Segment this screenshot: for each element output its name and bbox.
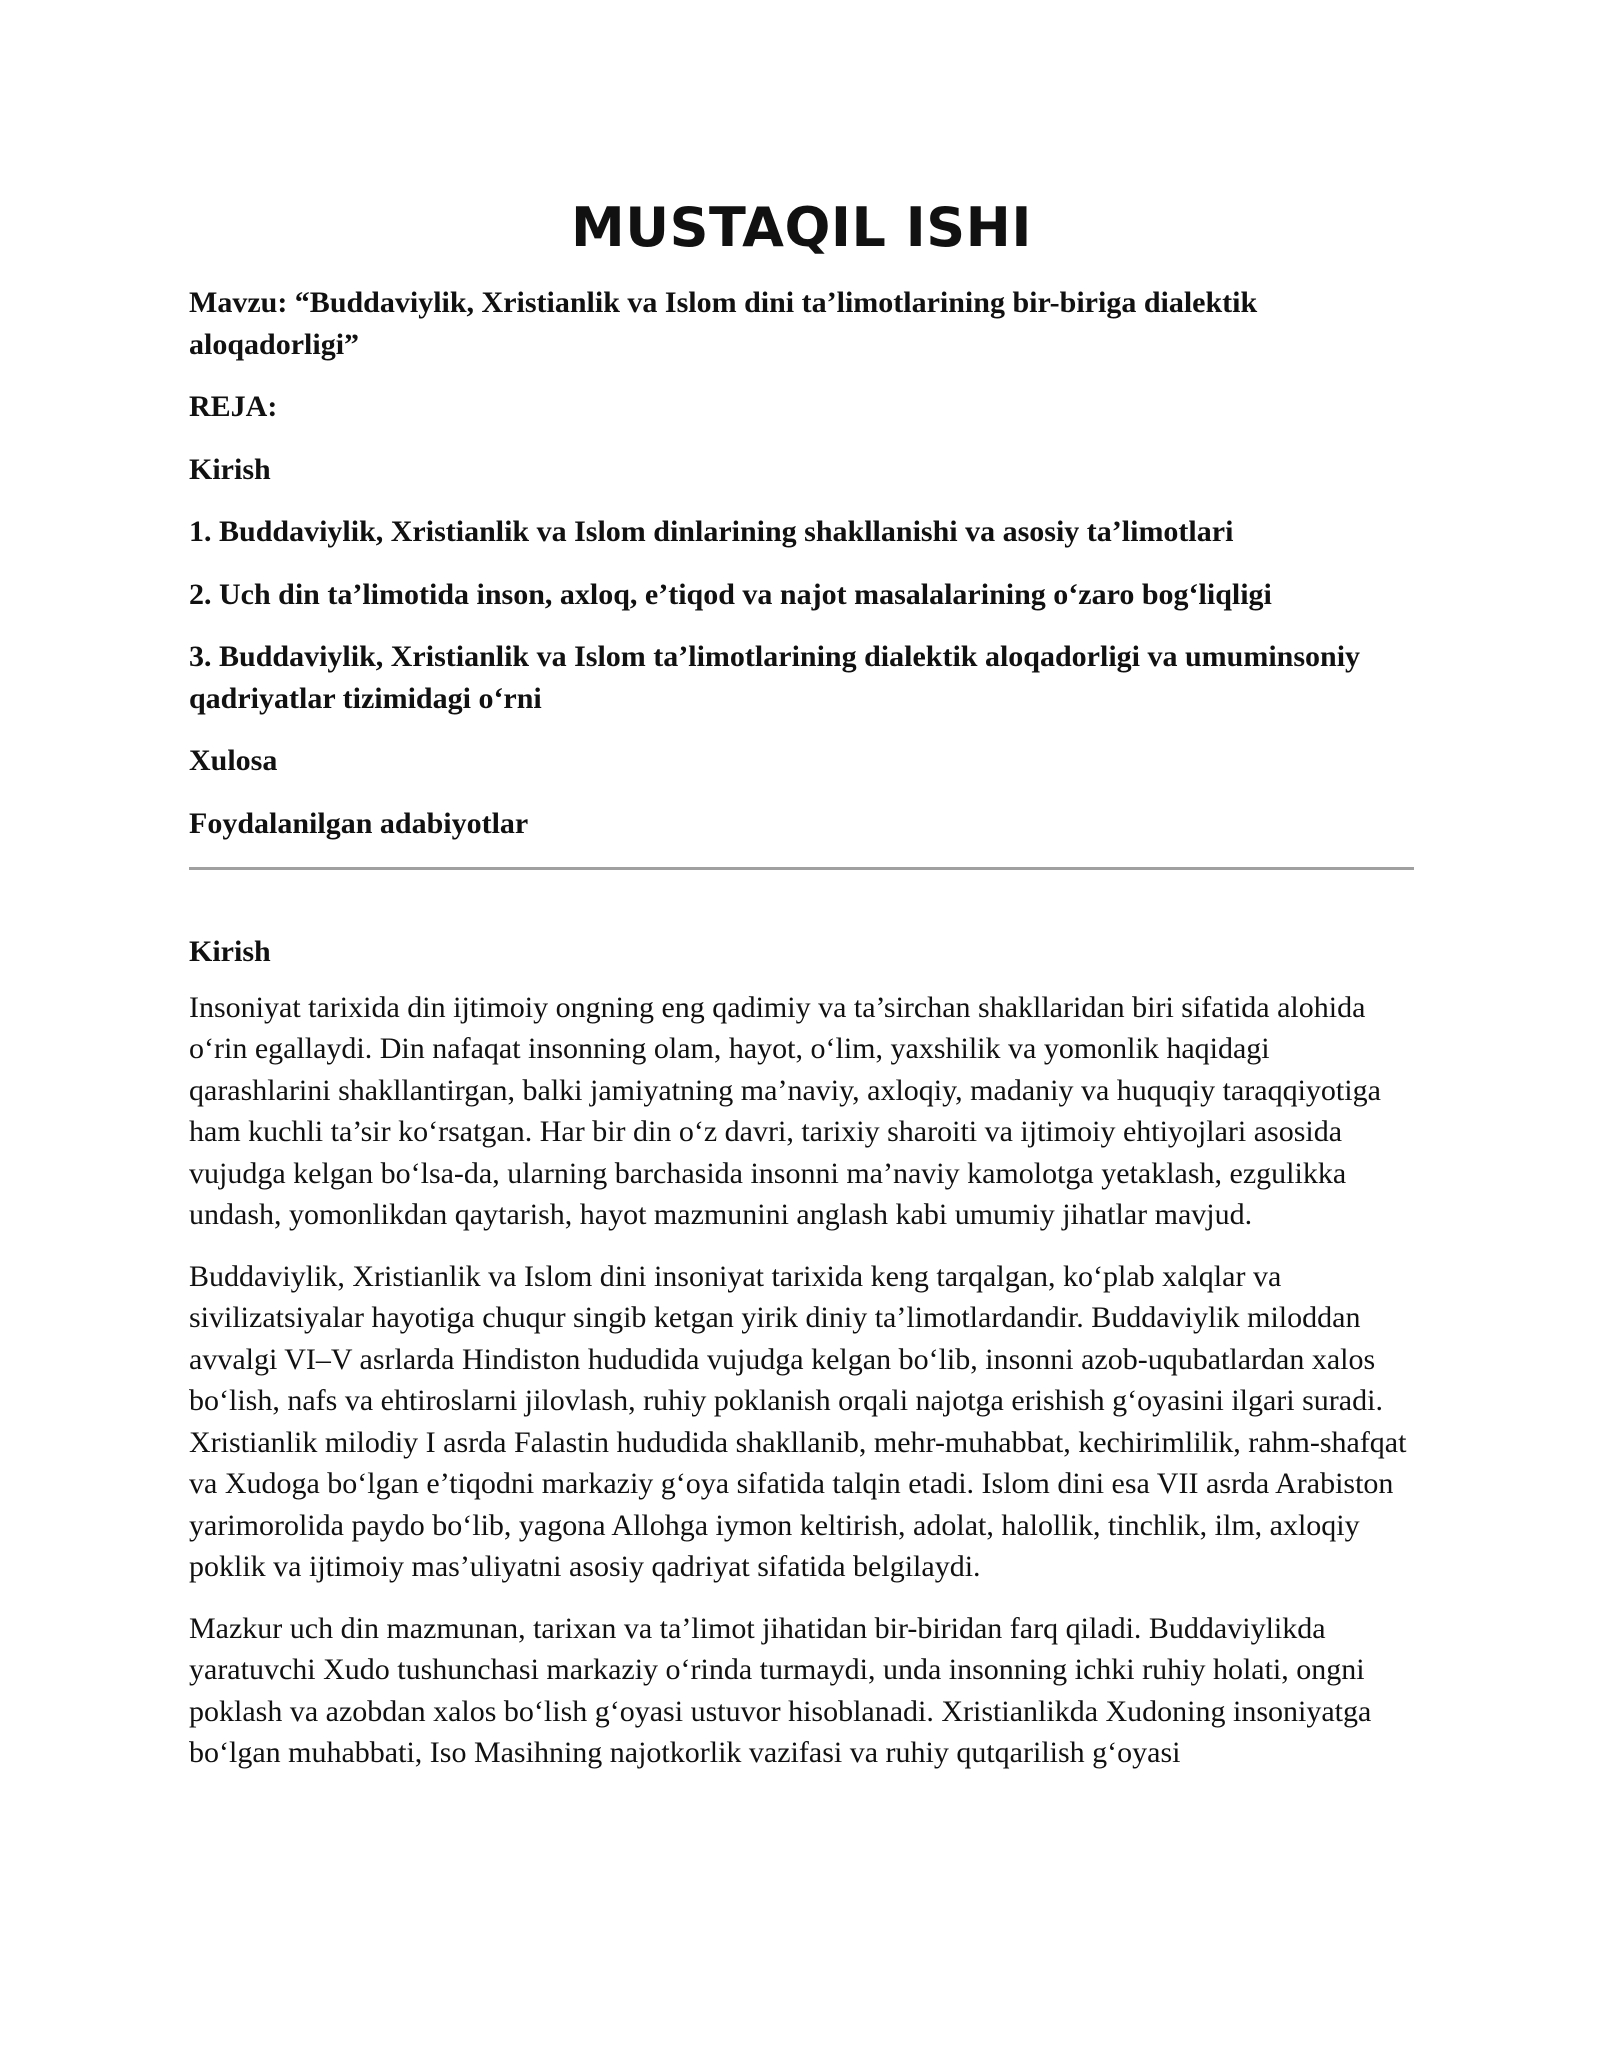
document-page [189,192,1414,1794]
intro-paragraph-3: Mazkur uch din mazmunan, tarixan va ta’limot jihatidan bir-biridan farq qiladi. Buddaviylikda yaratuvchi Xudo tushunchasi markaziy o‘rinda turmaydi, unda insonning ichki ruhiy holati, ongni poklash va azobdan xalos bo‘lish g‘oyasi ustuvor hisoblanadi. Xristianlikda Xudoning insoniyatga bo‘lgan muhabbati, Iso Masihning najotkorlik vazifasi va ruhiy qutqarilish g‘oyasi [189,1611,1372,1769]
plan-item-references: Foydalanilgan adabiyotlar [189,806,529,840]
topic-line: Mavzu: “Buddaviylik, Xristianlik va Islom dini ta’limotlarining bir-biriga dialektik aloqadorligi” [189,286,1258,361]
section-divider [189,867,1414,870]
document-title: MUSTAQIL ISHI [571,196,1032,259]
section-heading-intro: Kirish [189,935,271,968]
plan-item-intro: Kirish [189,452,271,486]
plan-item-1: 1. Buddaviylik, Xristianlik va Islom dinlarining shakllanishi va asosiy ta’limotlari [189,515,1234,548]
plan-item-3: 3. Buddaviylik, Xristianlik va Islom ta’limotlarining dialektik aloqadorligi va umuminsoniy qadriyatlar tizimidagi o‘rni [189,640,1361,715]
plan-heading: REJA: [189,390,278,423]
intro-paragraph-2: Buddaviylik, Xristianlik va Islom dini insoniyat tarixida keng tarqalgan, ko‘plab xalqlar va sivilizatsiyalar hayotiga chuqur singib ketgan yirik diniy ta’limotlardandir. Buddaviylik miloddan avvalgi VI–V asrlarda Hindiston hududida vujudga kelgan bo‘lib, insonni azob-uqubatlardan xalos bo‘lish, nafs va ehtiroslarni jilovlash, ruhiy poklanish orqali najotga erishish g‘oyasini ilgari suradi. Xristianlik milodiy I asrda Falastin hududida shakllanib, mehr-muhabbat, kechirimlilik, rahm-shafqat va Xudoga bo‘lgan e’tiqodni markaziy g‘oya sifatida talqin etadi. Islom dini esa VII asrda Arabiston yarimorolida paydo bo‘lib, yagona Allohga iymon keltirish, adolat, halollik, tinchlik, ilm, axloqiy poklik va ijtimoiy mas’uliyatni asosiy qadriyat sifatida belgilaydi. [189,1259,1407,1583]
plan-item-2: 2. Uch din ta’limotida inson, axloq, e’tiqod va najot masalalarining o‘zaro bog‘liqligi [189,577,1272,611]
intro-paragraph-1: Insoniyat tarixida din ijtimoiy ongning eng qadimiy va ta’sirchan shakllaridan biri sifatida alohida o‘rin egallaydi. Din nafaqat insonning olam, hayot, o‘lim, yaxshilik va yomonlik haqidagi qarashlarini shakllantirgan, balki jamiyatning ma’naviy, axloqiy, madaniy va huquqiy taraqqiyotiga ham kuchli ta’sir ko‘rsatgan. Har bir din o‘z davri, tarixiy sharoiti va ijtimoiy ehtiyojlari asosida vujudga kelgan bo‘lsa-da, ularning barchasida insonni ma’naviy kamolotga yetaklash, ezgulikka undash, yomonlikdan qaytarish, hayot mazmunini anglash kabi umumiy jihatlar mavjud. [189,990,1381,1231]
plan-item-conclusion: Xulosa [189,744,278,777]
